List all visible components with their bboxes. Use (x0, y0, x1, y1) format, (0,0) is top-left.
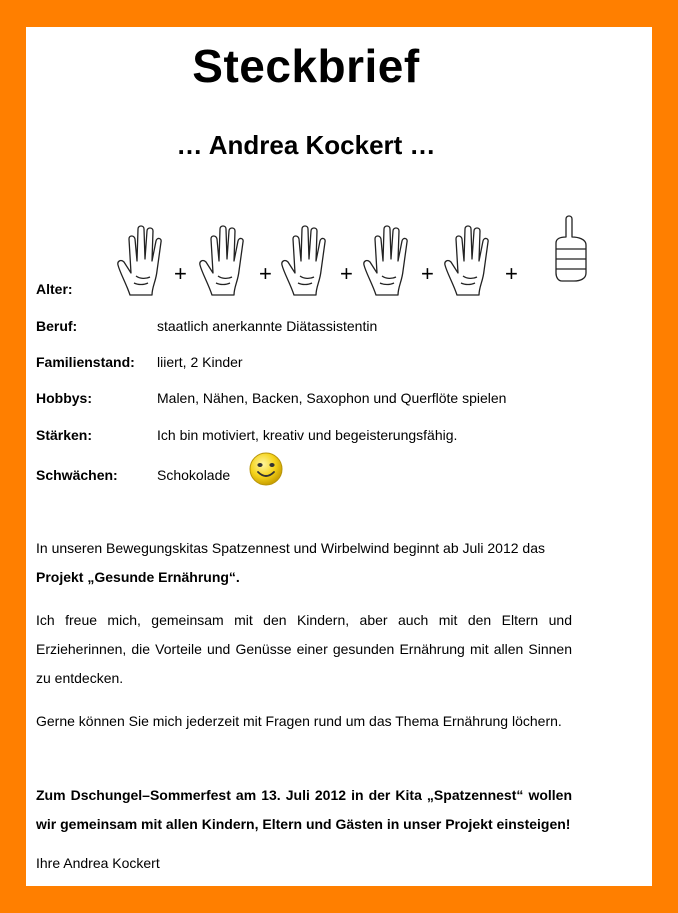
open-hand-icon (116, 221, 170, 297)
age-label: Alter: (36, 281, 73, 297)
intro-line: In unseren Bewegungskitas Spatzennest und Wirbelwind beginnt ab Juli 2012 das (36, 540, 545, 556)
weaknesses-label: Schwächen: (36, 467, 118, 483)
plus-sign: + (340, 261, 353, 286)
family-status-label: Familienstand: (36, 354, 135, 370)
questions-paragraph: Gerne können Sie mich jederzeit mit Fragen rund um das Thema Ernährung löchern. (36, 713, 562, 729)
project-name: Projekt „Gesunde Ernährung“. (36, 569, 240, 585)
event-paragraph: Zum Dschungel–Sommerfest am 13. Juli 2012 in der Kita „Spatzennest“ wollen wir gemeinsam mit allen Kindern, Eltern und Gästen in unser Projekt einsteigen! (36, 787, 572, 832)
plus-sign: + (421, 261, 434, 286)
age-hands-illustration (116, 221, 566, 301)
open-hand-icon (443, 221, 497, 297)
weaknesses-value: Schokolade (157, 467, 231, 483)
open-hand-icon (280, 221, 334, 297)
hobbies-label: Hobbys: (36, 390, 92, 406)
plus-sign: + (174, 261, 187, 286)
job-value: staatlich anerkannte Diätassistentin (157, 318, 378, 334)
strengths-label: Stärken: (36, 427, 93, 443)
open-hand-icon (198, 221, 252, 297)
signature: Ihre Andrea Kockert (36, 855, 160, 871)
plus-sign: + (259, 261, 272, 286)
open-hand-icon (362, 221, 416, 297)
family-status-value: liiert, 2 Kinder (157, 354, 243, 370)
job-label: Beruf: (36, 318, 78, 334)
page-title: Steckbrief (192, 40, 420, 92)
plus-sign: + (505, 261, 518, 286)
strengths-value: Ich bin motiviert, kreativ und begeisterungsfähig. (157, 427, 458, 443)
thumbs-up-icon (554, 215, 590, 285)
person-name-heading: … Andrea Kockert … (176, 130, 436, 160)
document-page (26, 27, 652, 886)
hobbies-value: Malen, Nähen, Backen, Saxophon und Querflöte spielen (157, 390, 507, 406)
smiley-icon (248, 451, 284, 487)
motivation-paragraph: Ich freue mich, gemeinsam mit den Kindern, aber auch mit den Eltern und Erzieherinnen, die Vorteile und Genüsse einer gesunden Ernährung mit allen Sinnen zu entdecken. (36, 612, 572, 686)
intro-paragraph (36, 534, 572, 592)
